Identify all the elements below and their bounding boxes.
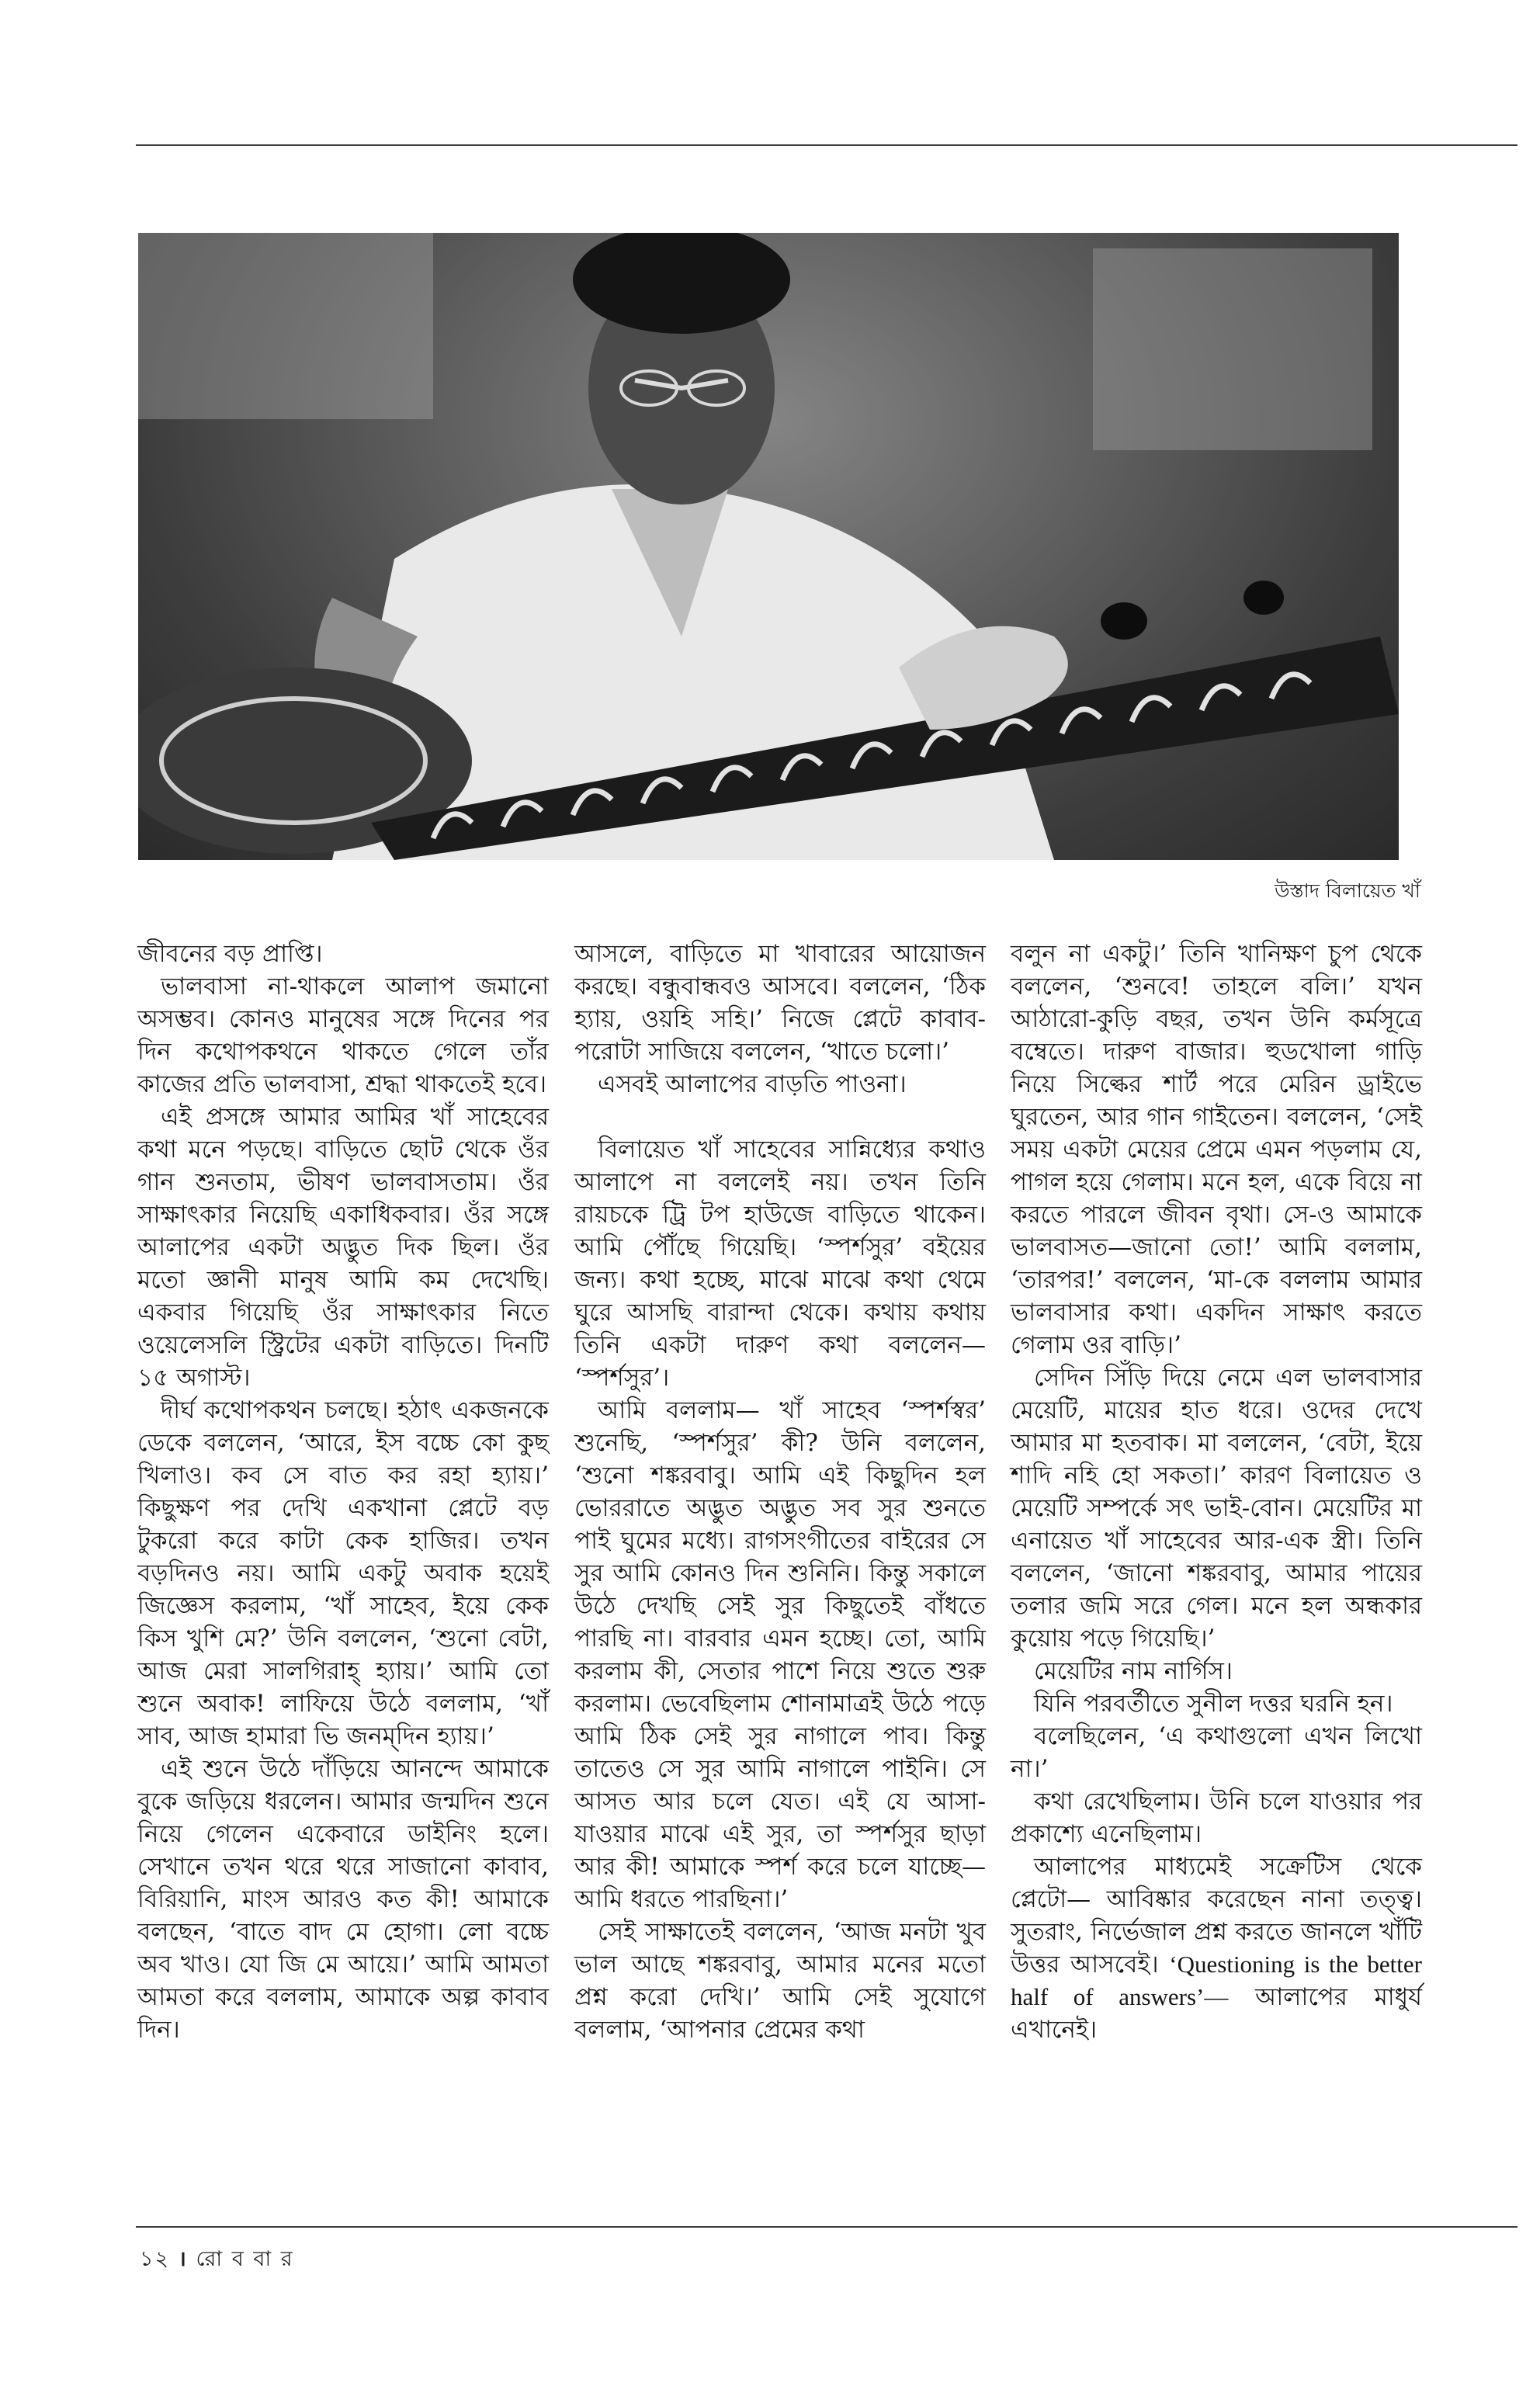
paragraph: দীর্ঘ কথোপকথন চলছে। হঠাৎ একজনকে ডেকে বললেন, ‘আরে, ইস বচ্চে কো কুছ খিলাও। কব সে বাত কর রহা হ্যায়।’ কিছুক্ষণ পর দেখি একখানা প্লেটে বড় টুকরো করে কাটা কেক হাজির। তখন বড়দিনও নয়। আমি একটু অবাক হয়েই জিজ্ঞেস করলাম, ‘খাঁ সাহেব, ইয়ে কেক কিস খুশি মে?’ উনি বললেন, ‘শুনো বেটা, আজ মেরা সালগিরাহ্ হ্যায়।’ আমি তো শুনে অবাক! লাফিয়ে উঠে বললাম, ‘খাঁ সাব, আজ হামারা ভি জনম্‌দিন হ্যায়।’: [137, 1396, 549, 1750]
paragraph: এসবই আলাপের বাড়তি পাওনা।: [598, 1070, 907, 1098]
closing-text: আলাপের মাধুর্য এখানেই।: [1011, 1983, 1423, 2044]
folio-separator: ।: [178, 2247, 188, 2271]
paragraph: যিনি পরবর্তীতে সুনীল দত্তর ঘরনি হন।: [1034, 1690, 1393, 1718]
article-column-3: [1011, 938, 1422, 2046]
article-column-1: [137, 938, 549, 2046]
paragraph: বিলায়েত খাঁ সাহেবের সান্নিধ্যের কথাও আলাপে না বললেই নয়। তখন তিনি রায়চকে ট্রি টপ হাউজে বাড়িতে থাকেন। আমি পৌঁছে গিয়েছি। ‘স্পর্শসুর’ বইয়ের জন্য। কথা হচ্ছে, মাঝে মাঝে কথা থেমে ঘুরে আসছি বারান্দা থেকে। কথায় কথায় তিনি একটা দারুণ কথা বললেন— ‘স্পর্শসুর’।: [574, 1136, 986, 1392]
portrait-photo-icon: [138, 233, 1399, 860]
paragraph: সেই সাক্ষাতেই বললেন, ‘আজ মনটা খুব ভাল আছে শঙ্করবাবু, আমার মনের মতো প্রশ্ন করো দেখি।’ আমি সেই সুযোগে বললাম, ‘আপনার প্রেমের কথা: [574, 1918, 986, 2044]
paragraph: জীবনের বড় প্রাপ্তি।: [137, 940, 323, 968]
paragraph: ভালবাসা না-থাকলে আলাপ জমানো অসম্ভব। কোনও মানুষের সঙ্গে দিনের পর দিন কথোপকথনে থাকতে গেলে তাঁর কাজের প্রতি ভালবাসা, শ্রদ্ধা থাকতেই হবে।: [137, 973, 549, 1098]
paragraph: আমি বললাম— খাঁ সাহেব ‘স্পর্শস্বর’ শুনেছি, ‘স্পর্শসুর’ কী? উনি বললেন, ‘শুনো শঙ্করবাবু। আমি এই কিছুদিন হল ভোররাতে অদ্ভুত অদ্ভুত সব সুর শুনতে পাই ঘুমের মধ্যে। রাগসংগীতের বাইরের সে সুর আমি কোনও দিন শুনিনি। কিন্তু সকালে উঠে দেখছি সেই সুর কিছুতেই বাঁধতে পারছি না। বারবার এমন হচ্ছে। তো, আমি করলাম কী, সেতার পাশে নিয়ে শুতে শুরু করলাম। ভেবেছিলাম শোনামাত্রই উঠে পড়ে আমি ঠিক সেই সুর নাগালে পাব। কিন্তু তাতেও সে সুর আমি নাগালে পাইনি। সে আসত আর চলে যেত। এই যে আসা-যাওয়ার মাঝে এই সুর, তা স্পর্শসুর ছাড়া আর কী! আমাকে স্পর্শ করে চলে যাচ্ছে— আমি ধরতে পারছিনা।’: [574, 1396, 986, 1913]
photo: [138, 233, 1399, 860]
paragraph: এই প্রসঙ্গে আমার আমির খাঁ সাহেবের কথা মনে পড়ছে। বাড়িতে ছোট থেকে ওঁর গান শুনতাম, ভীষণ ভালবাসতাম। ওঁর সাক্ষাৎকার নিয়েছি একাধিকবার। ওঁর সঙ্গে আলাপের একটা অদ্ভুত দিক ছিল। ওঁর মতো জ্ঞানী মানুষ আমি কম দেখেছি। একবার গিয়েছি ওঁর সাক্ষাৎকার নিতে ওয়েলেসলি স্ট্রিটের একটা বাড়িতে। দিনটি ১৫ অগাস্ট।: [137, 1103, 549, 1392]
paragraph-text: আলাপের মাধ্যমেই সক্রেটিস থেকে প্লেটো— আবিষ্কার করেছেন নানা তত্ত্ব। সুতরাং, নির্ভেজাল প্রশ্ন করতে জানলে খাঁটি উত্তর আসবেই।: [1011, 1853, 1422, 1979]
page-number: ১২: [140, 2247, 171, 2271]
photo-caption: উস্তাদ বিলায়েত খাঁ: [1275, 879, 1420, 902]
paragraph: সেদিন সিঁড়ি দিয়ে নেমে এল ভালবাসার মেয়েটি, মায়ের হাত ধরে। ওদের দেখে আমার মা হতবাক। মা বললেন, ‘বেটা, ইয়ে শাদি নহি হো সকতা।’ কারণ বিলায়েত ও মেয়েটি সম্পর্কে সৎ ভাই-বোন। মেয়েটির মা এনায়েত খাঁ সাহেবের আর-এক স্ত্রী। তিনি বললেন, ‘জানো শঙ্করবাবু, আমার পায়ের তলার জমি সরে গেল। মনে হল অন্ধকার কুয়োয় পড়ে গিয়েছি।’: [1011, 1364, 1422, 1653]
paragraph: [1011, 1850, 1422, 2046]
folio: [140, 2243, 294, 2278]
top-rule: [136, 144, 1517, 146]
paragraph: বলেছিলেন, ‘এ কথাগুলো এখন লিখো না।’: [1011, 1722, 1422, 1783]
paragraph: এই শুনে উঠে দাঁড়িয়ে আনন্দে আমাকে বুকে জড়িয়ে ধরলেন। আমার জন্মদিন শুনে নিয়ে গেলেন একেবারে ডাইনিং হলে। সেখানে তখন থরে থরে সাজানো কাবাব, বিরিয়ানি, মাংস আরও কত কী! আমাকে বলছেন, ‘বাতে বাদ মে হোগা। লো বচ্চে অব খাও। যো জি মে আয়ে।’ আমি আমতা আমতা করে বললাম, আমাকে অল্প কাবাব দিন।: [137, 1755, 549, 2044]
article-column-2: [574, 938, 986, 2046]
paragraph: কথা রেখেছিলাম। উনি চলে যাওয়ার পর প্রকাশ্যে এনেছিলাম।: [1011, 1788, 1422, 1848]
paragraph: আসলে, বাড়িতে মা খাবারের আয়োজন করছে। বন্ধুবান্ধবও আসবে। বললেন, ‘ঠিক হ্যায়, ওয়হি সহি।’ নিজে প্লেটে কাবাব-পরোটা সাজিয়ে বললেন, ‘খাতে চলো।’: [574, 940, 986, 1066]
paragraph: মেয়েটির নাম নার্গিস।: [1034, 1657, 1233, 1685]
bottom-rule: [136, 2226, 1517, 2228]
english-quote: ‘Questioning is the better half of answers’—: [1011, 1951, 1422, 2010]
magazine-name: রো ব বা র: [196, 2247, 294, 2271]
paragraph: বলুন না একটু।’ তিনি খানিক্ষণ চুপ থেকে বললেন, ‘শুনবে! তাহলে বলি।’ যখন আঠারো-কুড়ি বছর, তখন উনি কর্মসূত্রে বম্বেতে। দারুণ বাজার। হুডখোলা গাড়ি নিয়ে সিল্কের শার্ট পরে মেরিন ড্রাইভে ঘুরতেন, আর গান গাইতেন। বললেন, ‘সেই সময় একটা মেয়ের প্রেমে এমন পড়লাম যে, পাগল হয়ে গেলাম। মনে হল, একে বিয়ে না করতে পারলে জীবন বৃথা। সে-ও আমাকে ভালবাসত—জানো তো!’ আমি বললাম, ‘তারপর!’ বললেন, ‘মা-কে বললাম আমার ভালবাসার কথা। একদিন সাক্ষাৎ করতে গেলাম ওর বাড়ি।’: [1011, 940, 1422, 1359]
